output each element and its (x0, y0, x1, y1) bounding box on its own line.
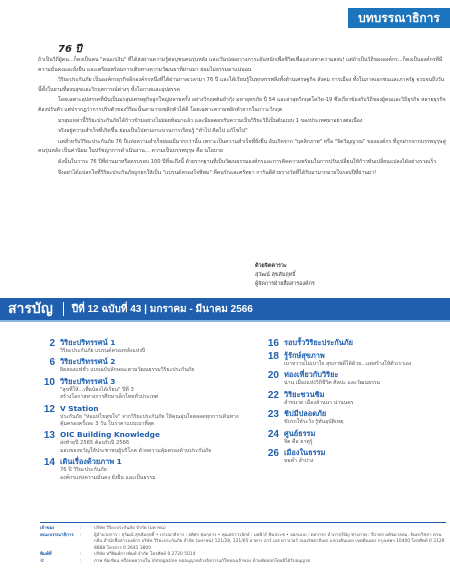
editorial-paragraph: แต่สำหรับวิริยะประกันภัย 76 ปีแห่งความสำเร็จย่อมมีมากกว่านั้น เพราะเป็นความสำเร็จที่ยั่งยืน อันเกิดจาก "บุคลิกภาพ" หรือ "จิตวิญญาณ" ขององค์กร ที่ถูกฝากจากบรรพบุรุษสู่คนรุ่นหลัง เป็นค่านิยม ในปรัชญาการดำเนินงาน... ความเป็นบรรพบุรุษ คือ นโยบาย (38, 138, 446, 155)
toc-item (264, 409, 444, 426)
toc-description: น่าน เมืองแห่งวิถีชีวิต ศิลปะ และวัฒนธรรม (284, 380, 381, 387)
toc-page-number: 24 (267, 428, 279, 440)
colophon-row (40, 533, 446, 553)
toc-text (284, 429, 444, 446)
toc-text (284, 409, 444, 426)
toc-item (40, 404, 255, 429)
contents-underline (0, 320, 450, 322)
colophon-label: พิมพ์ที่ (40, 552, 52, 558)
colophon-row (40, 559, 446, 566)
colophon-separator: : (80, 526, 82, 531)
header-divider (63, 302, 64, 316)
toc-text (60, 430, 255, 455)
toc-description: ลำขนาด เมืองล้านนา น่านนคร (284, 399, 354, 406)
colophon-value: บริษัท วิริยะประกันภัย จำกัด (มหาชน) (94, 526, 166, 531)
toc-page-number: 16 (267, 338, 279, 349)
toc-text (284, 448, 444, 465)
toc-description: มอบของขวัญให้ประชาชนผู้บริโภค ด้วยความคุ้มครองด้านประกันภัย (60, 447, 212, 454)
colophon-separator: : (80, 552, 82, 558)
toc-text (60, 357, 255, 374)
toc-page-number: 26 (267, 448, 279, 460)
toc-heading: วิริยะปริทรรศน์ 2 (60, 357, 116, 367)
toc-heading: เดินเรื่องด้วยภาพ 1 (60, 457, 122, 467)
toc-heading: วิริยะปริทรรศน์ 1 (60, 338, 116, 347)
toc-description: ขับรถให้ระวัง รู้ทันอุบัติเหตุ (284, 419, 344, 426)
contents-title: สารบัญ (8, 300, 53, 316)
toc-item (40, 430, 255, 455)
toc-item (264, 370, 444, 387)
toc-description: 76 ปี วิริยะประกันภัย (60, 467, 107, 474)
toc-description: ประกันภัย "ห่อแห่ไขสุขใจ" จากวิริยะประกันภัย ให้คุณอุ่นใจตลอดทุกการเดินทาง คุ้มครองครั้งละ 3 วัน ในราคาแบบเบาที่สุด (60, 413, 239, 428)
toc-page-number: 10 (43, 376, 55, 388)
toc-description: หอคำ ลำปาง (284, 458, 314, 465)
toc-heading: เมืองในธรรม (284, 448, 326, 458)
toc-text (60, 338, 255, 355)
colophon-label: เจ้าของ (40, 526, 55, 531)
toc-heading: วิริยะชวนชิม (284, 389, 325, 399)
toc-left-column (40, 338, 255, 484)
colophon-label: © (40, 558, 45, 564)
toc-description: ส่งท้ายปี 2565 ต้อนรับปี 2566 (60, 440, 130, 447)
signature-lead: ด้วยจิตคารวะ (255, 263, 287, 269)
colophon-value: ผู้อำนวยการ : สุวัฒน์ สุขสัมฤทธิ์ • บรรณาธิการ : อดิศร ทุ่มกุลวร • คุณสถาวรลักษ์ : มยพิวร์ ชิมประช • ออกแบบ : ดลวาจา อำภาจร์ปัญ ช่างภาพ : ปีรวทร ผดัชมาลลม, จันทรวิชกา ตวนกลิ่น สำนักสื่อสารองค์กร บริษัท วิริยะประกันภัย จำกัด (มหาชน) 121/28, 121/65 อาคาร อาร์ เอส ทาวเวอร์ ถนนรัชดาภิเษก แขวงดินแดง เขตดินแดง กรุงเทพฯ 10400 โทรศัพท์ 0 2129 8888 โทรสาร 0 2641 3800 (94, 532, 445, 551)
toc-description: "สุขที่ให้...เพื่อน้องได้เรียน" ปีที่ 3 (60, 386, 134, 393)
contents-header (0, 298, 450, 320)
toc-heading: V Station (60, 403, 99, 413)
toc-page-number: 12 (43, 403, 55, 415)
toc-item (264, 390, 444, 407)
toc-description: จิต คือ ธาตุรู้ (284, 438, 313, 445)
toc-item (40, 338, 255, 355)
editorial-paragraph: จริงอยู่ความสำเร็จที่เกิดขึ้น ย่อมเป็นไปตามกระบวนการเรียนรู้ "ทำไป คิดไป แก้ไขไป" (58, 128, 248, 135)
colophon-separator: : (80, 558, 82, 564)
editorial-paragraph: มรสุมเหล่านี้วิริยะประกันภัยได้ก้าวข้ามอย่างไม่ย่อยท้อมาแล้ว และมีผลตอบรับความเป็นวิริยะวิถีเป็นต้นแบบ 1 ของประเทศมาอย่างต่อเนื่อง (58, 117, 363, 124)
toc-description: ผิดสองแฟชั่ว แบบฉบับลักษณะตามวัฒนธรรมวิริยะประกันภัย (60, 367, 195, 374)
toc-page-number: 22 (267, 389, 279, 401)
colophon-label: คณะบรรณาธิการ (40, 532, 74, 538)
toc-description: สร้างโอกาสทางการศึกษาเด็กไทยทั่วประเทศ (60, 394, 159, 401)
toc-right-column (264, 338, 444, 467)
editorial-banner: บทบรรณาธิการ (348, 8, 450, 28)
toc-description: องค์กรแห่งความมั่นคง ยั่งยืน และเป็นธรรม (60, 474, 156, 481)
issue-info: ปีที่ 12 ฉบับที่ 43 | มกราคม - มีนาคม 2566 (71, 303, 253, 315)
colophon-row (40, 526, 446, 533)
editorial-paragraph: ถ้าเป็นวิถีผู้คน...ก็คงเป็นคน "คนแก่เงิน" ที่ได้ส่งผ่านความรู้ต่อบุชนคนรุ่นหลัง และเริ่มปล่อยวางภาระอันหนักเพื่อชีวิตเพื่อแสวงหาความสงบ! แต่ถ้าเป็นวิถีขององค์กร...ก็คงเป็นองค์กรที่มีความมั่นคงและยั่งยืน และเตรียมพร้อมการเติบทางความวัฒนธาทีผ่านมา ย่อมไม่ธรรมดาแน่นอน (38, 57, 443, 73)
colophon-separator: : (80, 532, 82, 538)
toc-heading: รู้รักษ์สุขภาพ (284, 351, 325, 360)
toc-item (264, 338, 444, 349)
colophon-row (40, 552, 446, 559)
toc-text (60, 404, 255, 429)
toc-page-number: 13 (43, 430, 55, 442)
colophon-divider (40, 522, 446, 523)
toc-item (264, 429, 444, 446)
editorial-paragraph: ดังนั้นในวาระ 76 ปีที่ผ่านมาหรือครบรอบ 100 ปีที่จะถึงนี้ ด้วยรากฐานที่เป็นวัฒนธรรมองค์กรและการคิดความพร้อมในการปรับเปลี่ยนให้ก้าวทันเปลี่ยนแปลงได้อย่างรวดเร็ว (58, 158, 437, 165)
toc-item (40, 457, 255, 482)
toc-item (264, 351, 444, 368)
signature-name: สุวัฒน์ สุขสัมฤทธิ์ (255, 272, 296, 278)
toc-text (284, 351, 444, 368)
toc-heading: OIC Building Knowledge (60, 430, 160, 440)
toc-text (60, 457, 255, 482)
toc-text (284, 338, 444, 349)
editorial-signature (255, 262, 315, 289)
editorial-paragraph: โดยเฉพาะอุปสรรคที่นับเป็นมรสุมเศรษฐกิจลูกใหญ่หลายครั้ง อย่างวิกฤตต้มยำกุ้ง มหาอุทกภัย ปี 54 และล่าสุดวิกฤตโควิด-19 ซึ่งเกี่ยวข้องกับวิถีของผู้คนและวิถีธุรกิจ หลายธุรกิจต้องปรับตัว แต่ปรากฏว่าการปรับตัวของวิริยะนั้นสามารถพลิกตัวได้ดี โดยเฉพาะความพลิกตัวจากในภาวะวิกฤต (38, 97, 446, 113)
editorial-paragraph: จึงอย่าได้แปลกใจที่วิริยะประกันภัยถูกยกให้เป็น "แบรนด์ครองใจชีพม" ที่คนรักและศรัทธา การันตีด้วยรางวัลที่ได้รับมามากมายในรอบปีที่ผ่านมา! (58, 169, 377, 176)
toc-item (264, 448, 444, 465)
colophon-value: ภาพ ข้อเขียน หรือบทความใน Vimagazine ขออนุญาตอ้างอิงการแก้ใขของเจ้าของ ห้ามคัดลอกโดยมิได้รับอนุญาต (94, 558, 311, 564)
toc-heading: รอบรั้ววิริยะประกันภัย (284, 338, 353, 347)
toc-page-number: 2 (49, 338, 55, 349)
toc-text (60, 377, 255, 402)
toc-heading: วิริยะปริทรรศน์ 3 (60, 376, 116, 386)
toc-page-number: 6 (49, 357, 55, 369)
toc-page-number: 20 (267, 370, 279, 382)
editorial-body (38, 56, 446, 178)
toc-heading: ชิปมีปลอดภัย (284, 409, 327, 419)
toc-item (40, 377, 255, 402)
colophon-value: บริษัท ทวีพิมพ์การพิมพ์ จำกัด โทรศัพท์ 0 2720 5014 (94, 552, 196, 558)
toc-heading: ท่องเที่ยวกับวิริยะ (284, 370, 339, 380)
editorial-paragraph: วิริยะประกันภัย เป็นองค์กรธุรกิจอีกองค์กรหนึ่งที่ได้ผ่านกาลเวลามา 76 ปี และได้เรียนรู้ในทุกสรรพสิ่งทั้งด้านเศรษฐกิจ สังคม การเมือง ทั้งในภาคเอกชนและภาครัฐ จวบจนถึงวันนี้ทั้งในยามที่สงบสุขและวิกฤตการณ์ต่างๆ ทั้งโอกาสและอุปสรรค (38, 77, 445, 93)
toc-page-number: 23 (267, 409, 279, 421)
toc-item (40, 357, 255, 374)
signature-role: ผู้จัดการฝ่ายสื่อสารองค์กร (255, 281, 315, 287)
toc-text (284, 390, 444, 407)
editorial-title: 76 ปี (58, 44, 82, 55)
toc-page-number: 14 (43, 457, 55, 469)
toc-text (284, 370, 444, 387)
colophon (40, 526, 446, 566)
toc-description: เบาหวานไม่เบาใจ สุขภาพดีได้ด้วย...แค่สร้างให้ตัวเราเอง (284, 361, 412, 367)
toc-description: วิริยะประกันภัย แบรนด์ครองหลังแห่งปี (60, 348, 146, 354)
toc-page-number: 18 (267, 351, 279, 362)
toc-heading: ศูนย์ธรรม (284, 428, 316, 438)
